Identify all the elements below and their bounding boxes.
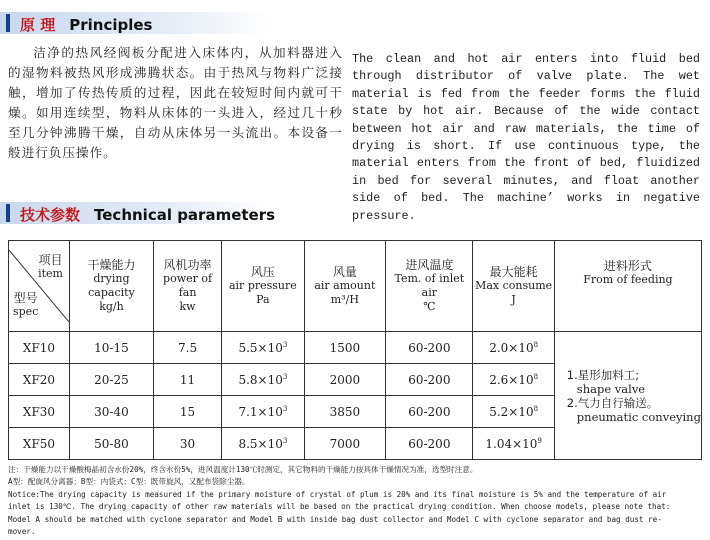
cell-power: 30 [153, 428, 221, 460]
feeding-opt1-en: shape valve [576, 381, 646, 396]
cell-capacity: 10-15 [70, 332, 154, 364]
header-col-max-consume: 最大能耗 Max consume J [473, 241, 554, 332]
cell-temp: 60-200 [386, 332, 473, 364]
cell-model: XF10 [9, 332, 70, 364]
note-line: Model A should be matched with cyclone separator and Model B with inside bag dust collector and Model C with cyclone separator and bag dust re- [8, 514, 662, 524]
cell-consume: $5.2\times 10^8$ [473, 396, 554, 428]
cell-power: 11 [153, 364, 221, 396]
cell-capacity: 30-40 [70, 396, 154, 428]
cell-consume: $2.0\times 10^8$ [473, 332, 554, 364]
header-col-capacity: 干燥能力 drying capacity kg/h [70, 241, 154, 332]
cell-pressure: $8.5\times 10^3$ [222, 428, 304, 460]
cell-temp: 60-200 [386, 428, 473, 460]
cell-temp: 60-200 [386, 364, 473, 396]
note-line: 注：干燥能力以干燥酸梅晶初含水份20%，终含水份5%，进风温度计130℃时测定，其它物料的干燥能力按具体干燥情况为准，选型时注意。 [8, 465, 478, 474]
header-col-power: 风机功率 power of fan kw [153, 241, 221, 332]
header-spec-cn: 型号 [13, 291, 38, 305]
feeding-opt1-cn: 1.星形加料工; [566, 367, 640, 382]
cell-temp: 60-200 [386, 396, 473, 428]
principles-header [0, 12, 270, 34]
principles-title-cn: 原 理 [20, 16, 56, 34]
technical-title-cn: 技术参数 [20, 206, 81, 224]
cell-model: XF50 [9, 428, 70, 460]
principles-title [20, 14, 152, 35]
header-accent-bar [6, 204, 10, 222]
footnotes [8, 464, 704, 538]
note-line: A型：配旋风分离器；B型：内袋式；C型：既带旋风，又配布袋除尘器。 [8, 477, 250, 487]
note-line: Notice:The drying capacity is measured if the primary moisture of crystal of plum is 20% and its final moisture is 5% and the temperature of air [8, 489, 667, 499]
principles-text-en: The clean and hot air enters into fluid bed through distributor of valve plate. The wet material is fed from the feeder forms the fluid state by hot air. Because of the wide contact between hot air and raw materials, the time of drying is short. If use continuous type, the material enters from the front of bed, fluidized in bed for several minutes, and float another side of bed. The machine’ works in negative pressure. [352, 52, 700, 223]
cell-feeding-options [554, 332, 701, 460]
header-col-inlet-temp: 进风温度 Tem. of inlet air ℃ [386, 241, 473, 332]
cell-air: 7000 [304, 428, 386, 460]
cell-power: 7.5 [153, 332, 221, 364]
header-accent-bar [6, 14, 10, 32]
cell-pressure: $5.5\times 10^3$ [222, 332, 304, 364]
technical-parameters-table [8, 240, 702, 460]
cell-consume: $1.04\times 10^9$ [473, 428, 554, 460]
feeding-opt2-cn: 2.气力自行输送。 [566, 395, 659, 410]
header-item-en: item [38, 267, 63, 280]
header-spec-en: spec [13, 305, 39, 318]
feeding-opt2-en: pneumatic conveying [576, 409, 701, 424]
cell-capacity: 20-25 [70, 364, 154, 396]
header-item-cn: 项目 [38, 253, 63, 267]
table-header-row [9, 241, 702, 332]
technical-title-en: Technical parameters [94, 206, 276, 224]
cell-model: XF30 [9, 396, 70, 428]
technical-header [0, 202, 276, 224]
cell-pressure: $5.8\times 10^3$ [222, 364, 304, 396]
cell-air: 2000 [304, 364, 386, 396]
principles-text-cn: 洁净的热风经阀板分配进入床体内，从加料器进入的湿物料被热风形成沸腾状态。由于热风与物料广泛接触，增加了传热传质的过程，因此在较短时间内就可干燥。如用连续型，物料从床体的一头进入，经过几十秒至几分钟沸腾干燥，自动从床体另一头流出。本设备一般进行负压操作。 [8, 45, 343, 160]
header-col-air-amount: 风量 air amount m³/H [304, 241, 386, 332]
header-col-feeding: 进料形式 From of feeding [554, 241, 701, 332]
principles-title-en: Principles [69, 16, 153, 34]
cell-consume: $2.6\times 10^8$ [473, 364, 554, 396]
diagonal-header-cell [9, 241, 70, 332]
cell-power: 15 [153, 396, 221, 428]
header-col-pressure: 风压 air pressure Pa [222, 241, 304, 332]
note-line: inlet is 130℃. The drying capacity of other raw materials will be based on the practical drying condition. When choose models, please note that: [8, 502, 671, 512]
note-line: mover. [8, 527, 36, 537]
table-row [9, 332, 702, 364]
cell-air: 3850 [304, 396, 386, 428]
technical-title [20, 204, 275, 225]
cell-pressure: $7.1\times 10^3$ [222, 396, 304, 428]
cell-air: 1500 [304, 332, 386, 364]
cell-model: XF20 [9, 364, 70, 396]
cell-capacity: 50-80 [70, 428, 154, 460]
